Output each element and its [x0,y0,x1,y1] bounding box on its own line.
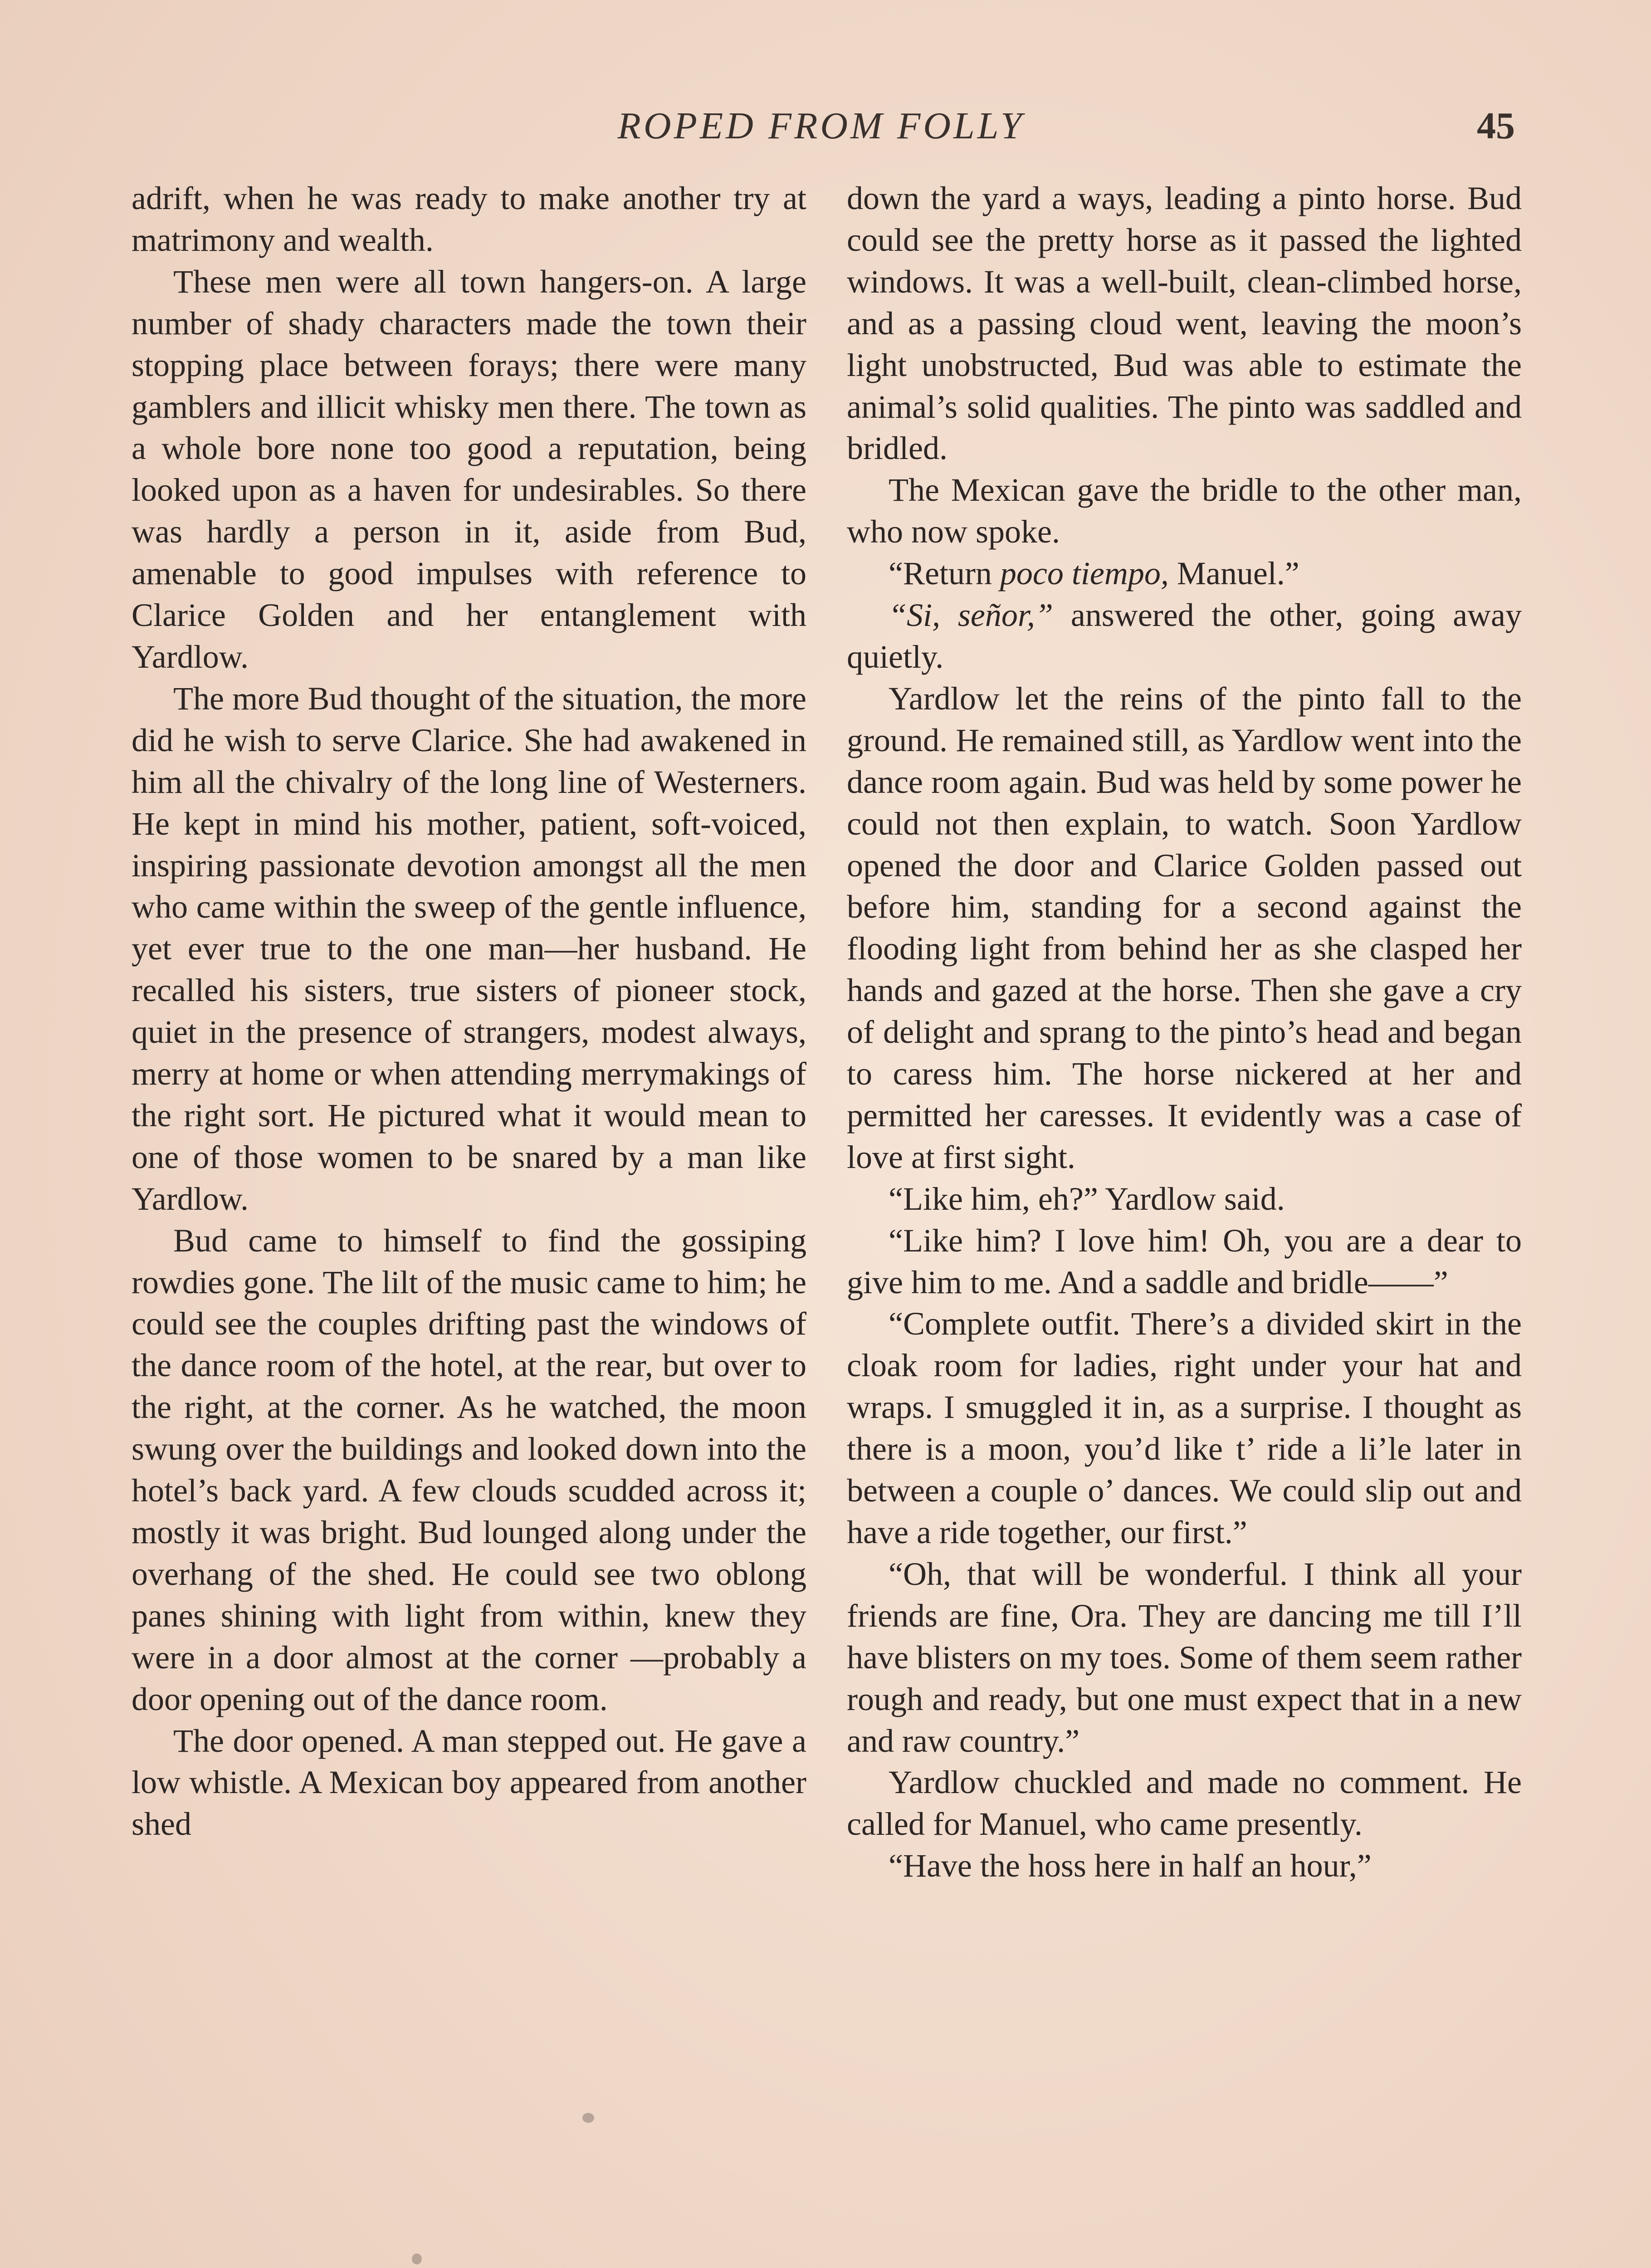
paragraph: Yardlow chuckled and made no comment. He called for Manuel, who came presently. [847,1764,1522,1843]
ink-blot [582,2113,594,2123]
paragraph: Yardlow let the reins of the pinto fall to the ground. He remained still, as Yardlow went into the dance room again. Bud was held by some power he could not then explain, to watch. Soon Yardlow opened the door and Clarice Golden passed out before him, standing for a second against the flooding light from behind her as she clasped her hands and gazed at the horse. Then she gave a cry of delight and sprang to the pinto’s head and began to caress him. The horse nickered at her and permitted her caresses. It evidently was a case of love at first sight. [847,680,1522,1175]
paragraph: The Mexican gave the bridle to the other man, who now spoke. [847,472,1522,550]
left-text-column [132,178,806,1845]
page-number: 45 [1477,105,1515,147]
paragraph: “Have the hoss here in half an hour,” [889,1848,1372,1884]
running-title: ROPED FROM FOLLY [617,105,1025,147]
paragraph-text: “Return [889,555,1000,592]
paragraph [847,553,1522,595]
paragraph: down the yard a ways, leading a pinto horse. Bud could see the pretty horse as it passed the lighted windows. It was a well-built, clean-climbed horse, and as a passing cloud went, leaving the moon’s light unobstructed, Bud was able to estimate the animal’s solid qualities. The pinto was saddled and bridled. [847,180,1522,467]
paragraph-text: Manuel.” [1168,555,1299,592]
paragraph: “Like him, eh?” Yardlow said. [889,1180,1285,1217]
paragraph: Bud came to himself to find the gossiping rowdies gone. The lilt of the music came to him; he could see the couples drifting past the windows of the dance room of the hotel, at the rear, but over to the right, at the corner. As he watched, the moon swung over the buildings and looked down into the hotel’s back yard. A few clouds scudded across it; mostly it was bright. Bud lounged along under the overhang of the shed. He could see two oblong panes shining with light from within, knew they were in a door almost at the corner —probably a door opening out of the dance room. [132,1222,806,1717]
page-header [0,103,1651,158]
paragraph: The more Bud thought of the situation, the more did he wish to serve Clarice. She had awakened in him all the chivalry of the long line of Westerners. He kept in mind his mother, patient, soft-voiced, inspiring passionate devotion amongst all the men who came within the sweep of the gentle influence, yet ever true to the one man—her husband. He recalled his sisters, true sisters of pioneer stock, quiet in the presence of strangers, modest always, merry at home or when attending merrymakings of the right sort. He pictured what it would mean to one of those women to be snared by a man like Yardlow. [132,680,806,1217]
paragraph: adrift, when he was ready to make another try at matrimony and wealth. [132,180,806,258]
ink-blot [412,2253,422,2264]
paragraph: “Complete outfit. There’s a divided skirt in the cloak room for ladies, right under your hat and wraps. I smuggled it in, as a surprise. I thought as there is a moon, you’d like t’ ride a li’le later in between a couple o’ dances. We could slip out and have a ride together, our first.” [847,1305,1522,1550]
right-text-column [847,178,1522,1887]
paragraph: “Oh, that will be wonderful. I think all your friends are fine, Ora. They are dancing me till I’ll have blisters on my toes. Some of them seem rather rough and ready, but one must expect that in a new and raw country.” [847,1555,1522,1759]
paragraph: These men were all town hangers-on. A large number of shady characters made the town their stopping place between forays; there were many gamblers and illicit whisky men there. The town as a whole bore none too good a reputation, being looked upon as a haven for undesirables. So there was hardly a person in it, aside from Bud, amenable to good impulses with reference to Clarice Golden and her entanglement with Yardlow. [132,263,806,675]
paragraph: “Like him? I love him! Oh, you are a dear to give him to me. And a saddle and bridle——” [847,1222,1522,1300]
italic-phrase: poco tiempo, [1000,555,1169,592]
paragraph [847,595,1522,678]
paragraph-text: answered the other, going away quietly. [847,597,1522,675]
italic-phrase: “Si, señor,” [889,597,1053,634]
paragraph: The door opened. A man stepped out. He gave a low whistle. A Mexican boy appeared from another shed [132,1722,806,1843]
